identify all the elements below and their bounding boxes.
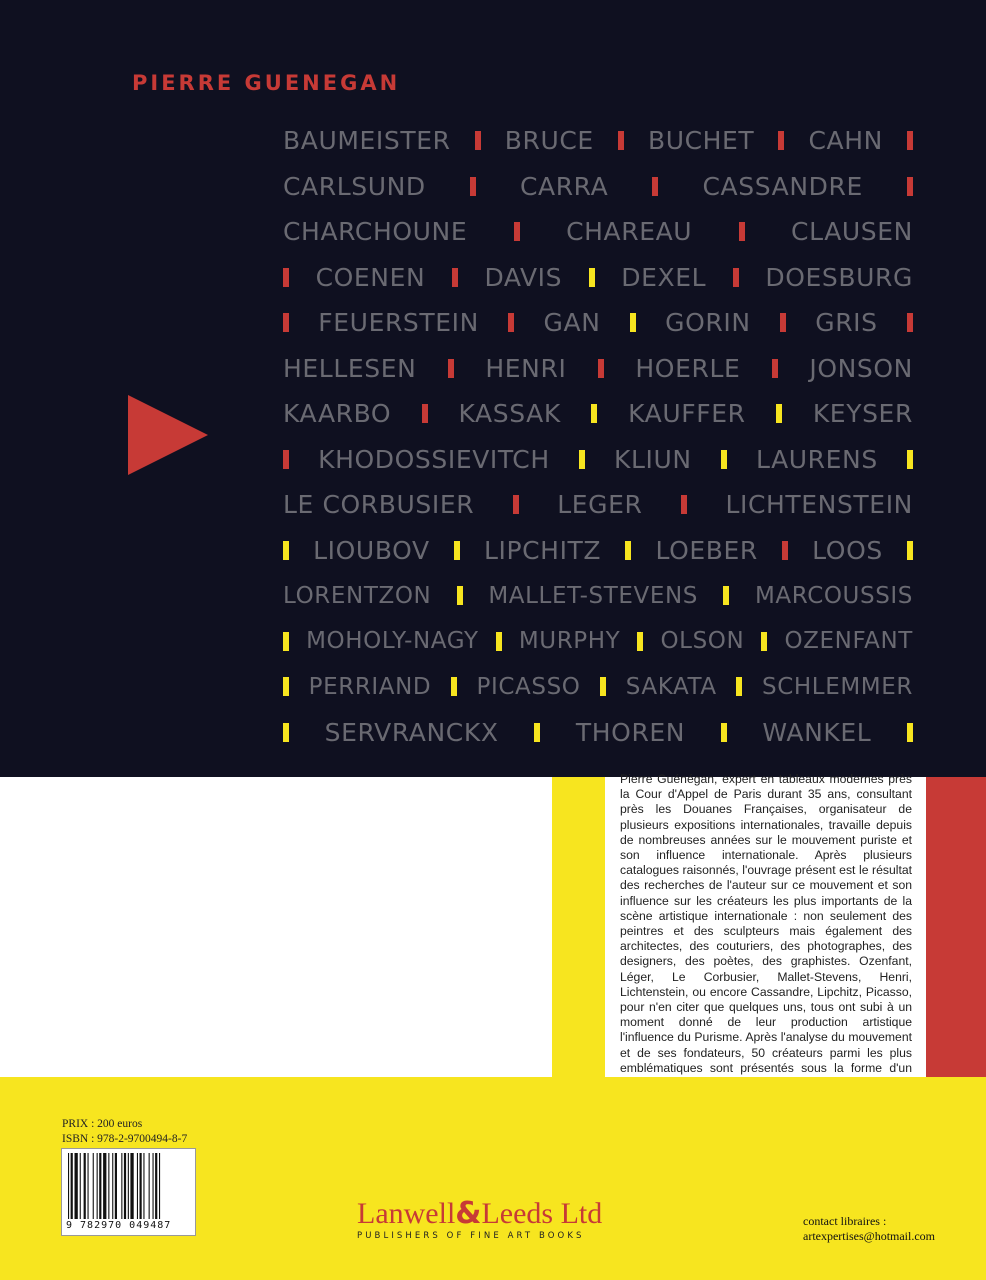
- separator-bar: [721, 723, 727, 742]
- price-info: [62, 1117, 187, 1147]
- separator-bar: [457, 586, 463, 605]
- separator-bar: [733, 268, 739, 287]
- separator-bar: [283, 268, 289, 287]
- separator-bar: [907, 723, 913, 742]
- name-row: [283, 619, 913, 665]
- book-description: Pierre Guénégan, expert en tableaux modernes près la Cour d'Appel de Paris durant 35 ans, consultant près les Douanes Françaises, organisateur de plusieurs expositions internationales, travaille depuis de nombreuses années sur le mouvement puriste et son influence internationale. Après plusieurs catalogues raisonnés, l'ouvrage présent est le résultat des recherches de l'auteur sur ce mouvement et son influence sur les créateurs les plus importants de la scène artistique internationale : non seulement des peintres et des sculpteurs mais également des architectes, des couturiers, des photographes, des designers, des poètes, des graphistes. Ozenfant, Léger, Le Corbusier, Mallet-Stevens, Henri, Lichtenstein, ou encore Cassandre, Lipchitz, Picasso, pour n'en citer que quelques uns, tous ont subi à un moment donné de leur production artistique l'influence du Purisme. Après l'analyse du mouvement et de ses fondateurs, 50 créateurs parmi les plus emblématiques sont présentés sous la forme d'un: [620, 772, 912, 1075]
- artist-name-list: [283, 118, 913, 755]
- artist-name: JONSON: [809, 353, 913, 383]
- name-row: [283, 255, 913, 301]
- artist-name: LIOUBOV: [313, 535, 430, 565]
- artist-name: KASSAK: [458, 399, 561, 429]
- name-row: [283, 391, 913, 437]
- artist-name: SERVRANCKX: [324, 717, 499, 747]
- separator-bar: [470, 177, 476, 196]
- artist-name: LOEBER: [655, 535, 758, 565]
- artist-name: KAARBO: [283, 399, 392, 429]
- artist-name: PICASSO: [476, 673, 581, 700]
- artist-name: MOHOLY-NAGY: [306, 628, 479, 655]
- separator-bar: [618, 131, 624, 150]
- artist-name: LAURENS: [755, 444, 878, 474]
- separator-bar: [761, 632, 767, 651]
- artist-name: WANKEL: [762, 717, 872, 747]
- artist-name: CARRA: [519, 171, 609, 201]
- artist-name: GAN: [543, 308, 601, 338]
- separator-bar: [475, 131, 481, 150]
- separator-bar: [514, 222, 520, 241]
- artist-name: BAUMEISTER: [283, 126, 451, 156]
- separator-bar: [283, 677, 289, 696]
- artist-name: CASSANDRE: [702, 171, 863, 201]
- separator-bar: [591, 404, 597, 423]
- red-accent-block: [926, 777, 986, 1077]
- name-row: [283, 437, 913, 483]
- artist-name: CHARCHOUNE: [283, 217, 468, 247]
- artist-name: HELLESEN: [283, 353, 417, 383]
- comic-strip-area: [0, 777, 605, 1077]
- artist-name: CHAREAU: [566, 217, 693, 247]
- artist-name: LORENTZON: [283, 582, 432, 609]
- separator-bar: [907, 541, 913, 560]
- isbn-text: ISBN : 978-2-9700494-8-7: [62, 1133, 188, 1145]
- artist-name: PERRIAND: [308, 673, 432, 700]
- artist-name: SCHLEMMER: [762, 673, 913, 700]
- artist-name: CAHN: [808, 126, 883, 156]
- artist-name: BUCHET: [647, 126, 755, 156]
- name-row: [283, 300, 913, 346]
- artist-name: FEUERSTEIN: [318, 308, 479, 338]
- artist-name: THOREN: [575, 717, 686, 747]
- name-row: [283, 710, 913, 756]
- publisher-logo: [357, 1196, 602, 1231]
- separator-bar: [778, 131, 784, 150]
- separator-bar: [283, 450, 289, 469]
- publisher-name-left: Lanwell: [357, 1197, 456, 1230]
- separator-bar: [776, 404, 782, 423]
- separator-bar: [907, 450, 913, 469]
- separator-bar: [451, 677, 457, 696]
- separator-bar: [422, 404, 428, 423]
- separator-bar: [508, 313, 514, 332]
- separator-bar: [283, 632, 289, 651]
- separator-bar: [579, 450, 585, 469]
- separator-bar: [283, 723, 289, 742]
- artist-name: LOOS: [812, 535, 883, 565]
- name-row: [283, 664, 913, 710]
- separator-bar: [739, 222, 745, 241]
- artist-name: COENEN: [315, 262, 426, 292]
- name-row: [283, 118, 913, 164]
- artist-name: GORIN: [665, 308, 751, 338]
- separator-bar: [534, 723, 540, 742]
- separator-bar: [589, 268, 595, 287]
- author-name: PIERRE GUENEGAN: [132, 71, 401, 95]
- artist-name: HENRI: [485, 353, 567, 383]
- artist-name: DEXEL: [621, 262, 707, 292]
- artist-name: LE CORBUSIER: [283, 490, 475, 520]
- artist-name: GRIS: [815, 308, 878, 338]
- contact-info: [803, 1214, 935, 1244]
- artist-name: SAKATA: [625, 673, 717, 700]
- publisher-ampersand: &: [455, 1196, 482, 1231]
- artist-name: OZENFANT: [784, 628, 913, 655]
- separator-bar: [681, 495, 687, 514]
- separator-bar: [736, 677, 742, 696]
- name-row: [283, 573, 913, 619]
- separator-bar: [454, 541, 460, 560]
- separator-bar: [283, 313, 289, 332]
- separator-bar: [625, 541, 631, 560]
- artist-name: DOESBURG: [765, 262, 913, 292]
- artist-name: OLSON: [660, 628, 745, 655]
- separator-bar: [907, 131, 913, 150]
- artist-name: BRUCE: [504, 126, 594, 156]
- artist-name: LEGER: [557, 490, 643, 520]
- artist-name: KAUFFER: [628, 399, 746, 429]
- separator-bar: [513, 495, 519, 514]
- separator-bar: [772, 359, 778, 378]
- artist-name: DAVIS: [484, 262, 563, 292]
- name-row: [283, 346, 913, 392]
- separator-bar: [780, 313, 786, 332]
- artist-name: LICHTENSTEIN: [725, 490, 913, 520]
- separator-bar: [652, 177, 658, 196]
- artist-name: MARCOUSSIS: [754, 582, 913, 609]
- artist-name: MALLET-STEVENS: [488, 582, 698, 609]
- publisher-tagline: PUBLISHERS OF FINE ART BOOKS: [357, 1231, 585, 1241]
- separator-bar: [782, 541, 788, 560]
- separator-bar: [907, 177, 913, 196]
- artist-name: HOERLE: [635, 353, 741, 383]
- artist-name: MURPHY: [518, 628, 621, 655]
- barcode-bars: [62, 1149, 197, 1221]
- separator-bar: [723, 586, 729, 605]
- name-row: [283, 528, 913, 574]
- separator-bar: [637, 632, 643, 651]
- artist-name: LIPCHITZ: [483, 535, 602, 565]
- artist-name: CARLSUND: [283, 171, 426, 201]
- separator-bar: [600, 677, 606, 696]
- price-text: PRIX : 200 euros: [62, 1118, 143, 1130]
- contact-label: contact libraires :: [803, 1214, 887, 1228]
- separator-bar: [283, 541, 289, 560]
- name-row: [283, 209, 913, 255]
- play-triangle-icon: [128, 395, 208, 475]
- barcode-number: 9 782970 049487: [66, 1220, 172, 1231]
- separator-bar: [448, 359, 454, 378]
- separator-bar: [496, 632, 502, 651]
- separator-bar: [907, 313, 913, 332]
- publisher-name-right: Leeds Ltd: [481, 1197, 603, 1230]
- artist-name: CLAUSEN: [791, 217, 913, 247]
- separator-bar: [452, 268, 458, 287]
- artist-name: KLIUN: [614, 444, 692, 474]
- contact-email: artexpertises@hotmail.com: [803, 1229, 936, 1243]
- separator-bar: [630, 313, 636, 332]
- yellow-accent-strip: [552, 777, 605, 1077]
- artist-name: KEYSER: [812, 399, 913, 429]
- separator-bar: [598, 359, 604, 378]
- name-row: [283, 164, 913, 210]
- separator-bar: [721, 450, 727, 469]
- artist-name: KHODOSSIEVITCH: [318, 444, 550, 474]
- name-row: [283, 482, 913, 528]
